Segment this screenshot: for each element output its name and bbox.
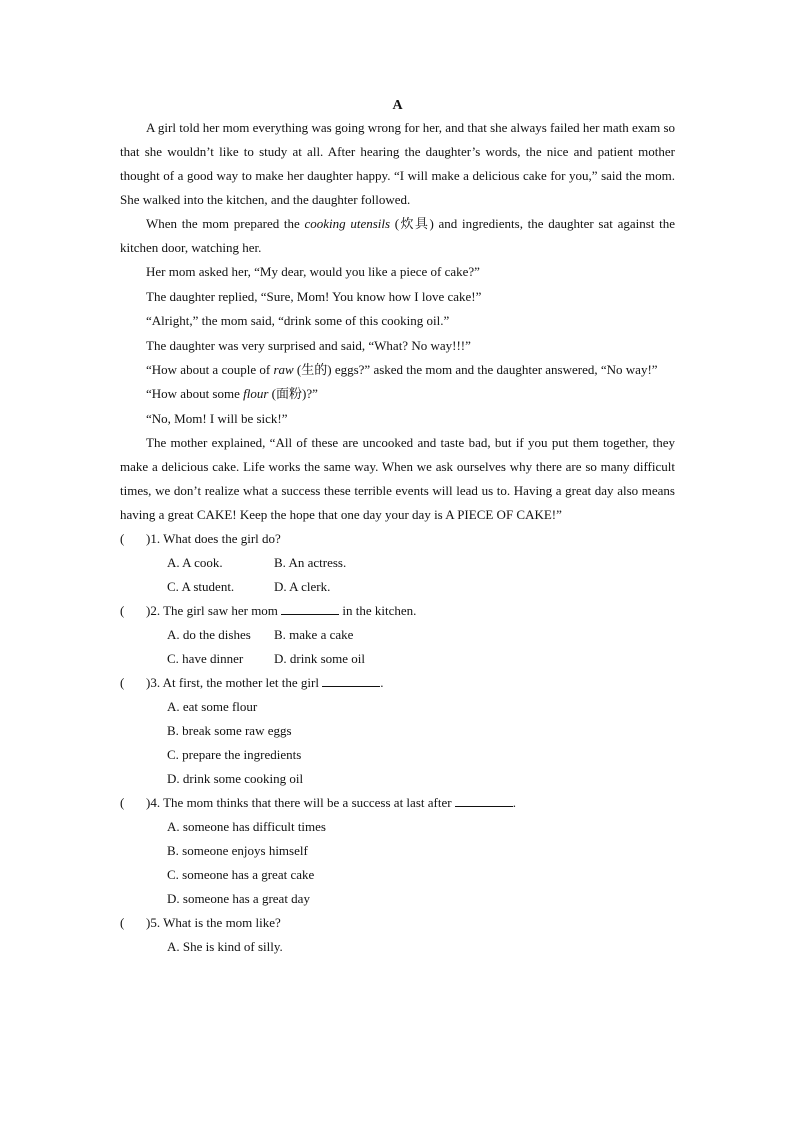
option-a: A. She is kind of silly.	[167, 939, 283, 954]
question-stem: 5. What is the mom like?	[150, 915, 281, 930]
passage-paragraph-2	[120, 212, 675, 260]
question-stem-end: .	[512, 795, 517, 810]
option-b: B. An actress.	[274, 555, 347, 570]
answer-bracket-close: )	[146, 603, 151, 618]
question-stem: 4. The mom thinks that there will be a success at last after	[150, 795, 455, 810]
passage-paragraph-1: A girl told her mom everything was going wrong for her, and that she always failed her math exam so that she wouldn’t like to study at all. After hearing the daughter’s words, the nice and patient mother thought of a good way to make her daughter happy. “I will make a delicious cake for you,” said the mom. She walked into the kitchen, and the daughter followed.	[120, 120, 675, 207]
option-c: C. A student.	[167, 579, 235, 594]
passage-text: “How about some	[146, 386, 244, 401]
option-c: C. prepare the ingredients	[167, 747, 302, 762]
answer-bracket-close: )	[146, 675, 151, 690]
passage-paragraph-10: The mother explained, “All of these are uncooked and taste bad, but if you put them together, they make a delicious cake. Life works the same way. When we ask ourselves why there are so many difficult times, we don’t realize what a success these terrible events will lead us to. Having a great day also means having a great CAKE! Keep the hope that one day your day is A PIECE OF CAKE!”	[120, 435, 675, 522]
passage-text: “How about a couple of	[146, 362, 274, 377]
option-b: B. make a cake	[274, 627, 354, 642]
question-3	[120, 671, 675, 695]
passage-paragraph-5: “Alright,” the mom said, “drink some of this cooking oil.”	[146, 313, 450, 328]
option-c: C. someone has a great cake	[167, 867, 315, 882]
answer-bracket-close: )	[146, 531, 151, 546]
option-d: D. drink some cooking oil	[167, 771, 304, 786]
option-d: D. A clerk.	[274, 579, 331, 594]
question-2-options-row-2	[120, 647, 675, 671]
passage-paragraph-8	[120, 382, 675, 407]
passage-text: When the mom prepared the	[146, 216, 305, 231]
answer-bracket-open[interactable]: (	[120, 795, 125, 810]
answer-bracket-open[interactable]: (	[120, 603, 125, 618]
option-b: B. break some raw eggs	[167, 723, 292, 738]
passage-paragraph-9: “No, Mom! I will be sick!”	[146, 410, 288, 426]
document-page	[120, 96, 675, 959]
answer-bracket-close: )	[146, 915, 151, 930]
question-stem-end: in the kitchen.	[339, 603, 417, 618]
vocab-term-flour: flour	[243, 386, 269, 401]
question-stem: 3. At first, the mother let the girl	[150, 675, 323, 690]
question-stem-end: .	[380, 675, 384, 690]
question-5	[120, 911, 675, 935]
answer-blank[interactable]	[281, 602, 339, 615]
question-2	[120, 599, 675, 623]
passage-paragraph-7	[120, 358, 675, 382]
option-b: B. someone enjoys himself	[167, 843, 308, 858]
question-1	[120, 527, 675, 551]
answer-bracket-open[interactable]: (	[120, 675, 125, 690]
option-a: A. A cook.	[167, 555, 223, 570]
passage-paragraph-3: Her mom asked her, “My dear, would you like a piece of cake?”	[146, 264, 480, 279]
section-title: A	[392, 98, 403, 113]
passage-text: (面粉)?”	[268, 386, 318, 401]
answer-blank[interactable]	[322, 674, 380, 687]
option-c: C. have dinner	[167, 651, 244, 666]
answer-bracket-open[interactable]: (	[120, 915, 125, 930]
vocab-term-cooking-utensils: cooking utensils	[304, 216, 391, 231]
question-1-options-row-1	[120, 551, 675, 575]
option-d: D. someone has a great day	[167, 891, 310, 906]
question-4	[120, 791, 675, 815]
option-a: A. do the dishes	[167, 627, 251, 642]
passage-paragraph-6: The daughter was very surprised and said, “What? No way!!!”	[146, 337, 471, 353]
question-stem: 2. The girl saw her mom	[150, 603, 282, 618]
answer-bracket-close: )	[146, 795, 151, 810]
passage-text: (生的) eggs?” asked the mom and the daughter answered, “No way!”	[293, 362, 658, 377]
passage-paragraph-4: The daughter replied, “Sure, Mom! You know how I love cake!”	[146, 288, 482, 304]
answer-blank[interactable]	[455, 794, 513, 807]
option-d: D. drink some oil	[274, 651, 365, 666]
option-a: A. eat some flour	[167, 699, 258, 714]
question-stem: 1. What does the girl do?	[150, 531, 281, 546]
answer-bracket-open[interactable]: (	[120, 531, 125, 546]
question-2-options-row-1	[120, 623, 675, 647]
passage-text: (炊具) and ingredients, the daughter sat against the kitchen door, watching her.	[120, 216, 675, 255]
option-a: A. someone has difficult times	[167, 819, 326, 834]
vocab-term-raw: raw	[273, 362, 294, 377]
question-1-options-row-2	[120, 575, 675, 599]
